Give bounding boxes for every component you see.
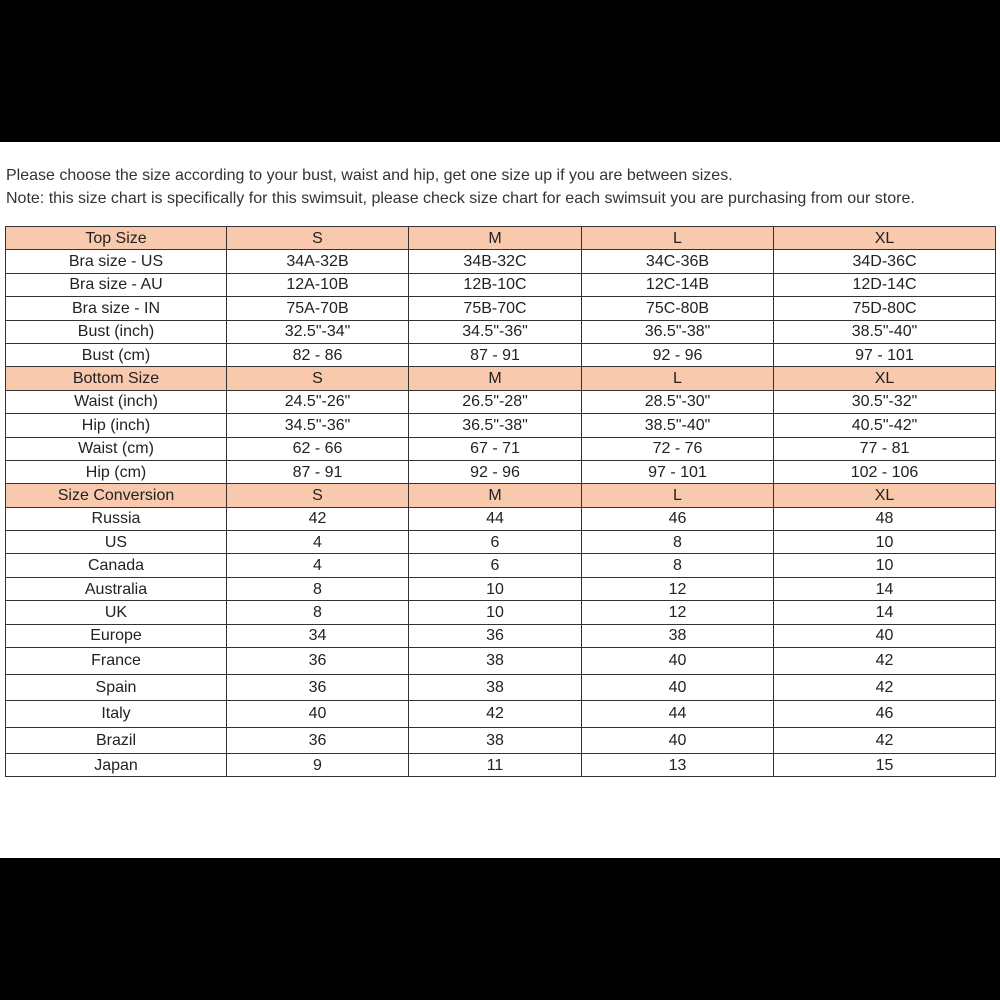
size-cell: 13 (582, 754, 774, 777)
table-row (6, 437, 996, 460)
size-column-header: L (582, 484, 774, 507)
size-cell: 42 (774, 674, 996, 701)
section-header-label: Top Size (6, 227, 227, 250)
size-column-header: M (409, 484, 582, 507)
size-cell: 42 (774, 727, 996, 754)
size-cell: 8 (582, 531, 774, 554)
row-label: Russia (6, 507, 227, 530)
size-cell: 34 (227, 624, 409, 647)
row-label: Bust (inch) (6, 320, 227, 343)
size-cell: 40 (774, 624, 996, 647)
table-row (6, 414, 996, 437)
table-row (6, 343, 996, 366)
size-cell: 38.5"-40" (774, 320, 996, 343)
section-header-row (6, 227, 996, 250)
row-label: Spain (6, 674, 227, 701)
size-cell: 87 - 91 (409, 343, 582, 366)
size-cell: 28.5"-30" (582, 390, 774, 413)
size-cell: 75D-80C (774, 297, 996, 320)
section-header-row (6, 484, 996, 507)
row-label: France (6, 648, 227, 675)
size-column-header: XL (774, 367, 996, 390)
size-column-header: L (582, 367, 774, 390)
section-header-label: Bottom Size (6, 367, 227, 390)
size-cell: 12C-14B (582, 273, 774, 296)
size-column-header: S (227, 367, 409, 390)
row-label: US (6, 531, 227, 554)
size-cell: 15 (774, 754, 996, 777)
table-row (6, 273, 996, 296)
size-cell: 12 (582, 577, 774, 600)
size-cell: 92 - 96 (582, 343, 774, 366)
row-label: Europe (6, 624, 227, 647)
size-cell: 11 (409, 754, 582, 777)
table-row (6, 250, 996, 273)
table-row (6, 297, 996, 320)
table-row (6, 320, 996, 343)
size-cell: 34A-32B (227, 250, 409, 273)
size-cell: 75B-70C (409, 297, 582, 320)
size-cell: 75C-80B (582, 297, 774, 320)
table-row (6, 390, 996, 413)
row-label: Australia (6, 577, 227, 600)
size-column-header: L (582, 227, 774, 250)
row-label: Japan (6, 754, 227, 777)
row-label: Brazil (6, 727, 227, 754)
size-chart-panel (0, 142, 1000, 858)
table-row (6, 624, 996, 647)
size-cell: 102 - 106 (774, 460, 996, 483)
instruction-line-1: Please choose the size according to your bust, waist and hip, get one size up if you are between sizes. (6, 167, 733, 184)
table-row (6, 754, 996, 777)
size-cell: 30.5"-32" (774, 390, 996, 413)
size-cell: 10 (409, 601, 582, 624)
size-column-header: XL (774, 227, 996, 250)
size-cell: 40 (582, 674, 774, 701)
size-cell: 4 (227, 554, 409, 577)
size-cell: 8 (227, 577, 409, 600)
table-row (6, 648, 996, 675)
size-cell: 10 (774, 531, 996, 554)
size-chart-table (5, 226, 996, 777)
size-cell: 87 - 91 (227, 460, 409, 483)
size-column-header: XL (774, 484, 996, 507)
size-cell: 36 (409, 624, 582, 647)
size-cell: 97 - 101 (582, 460, 774, 483)
size-cell: 42 (774, 648, 996, 675)
size-cell: 26.5"-28" (409, 390, 582, 413)
row-label: Bra size - AU (6, 273, 227, 296)
size-cell: 38 (409, 648, 582, 675)
size-cell: 12 (582, 601, 774, 624)
size-cell: 92 - 96 (409, 460, 582, 483)
row-label: Hip (cm) (6, 460, 227, 483)
size-chart-body (6, 227, 996, 777)
table-row (6, 507, 996, 530)
size-cell: 62 - 66 (227, 437, 409, 460)
row-label: Italy (6, 701, 227, 728)
size-cell: 34.5"-36" (409, 320, 582, 343)
table-row (6, 577, 996, 600)
table-row (6, 554, 996, 577)
size-cell: 38 (409, 674, 582, 701)
row-label: Canada (6, 554, 227, 577)
size-cell: 40 (582, 727, 774, 754)
size-cell: 6 (409, 531, 582, 554)
row-label: Hip (inch) (6, 414, 227, 437)
size-cell: 44 (409, 507, 582, 530)
row-label: UK (6, 601, 227, 624)
size-cell: 12B-10C (409, 273, 582, 296)
table-row (6, 460, 996, 483)
size-cell: 67 - 71 (409, 437, 582, 460)
size-cell: 36 (227, 727, 409, 754)
size-cell: 40 (582, 648, 774, 675)
section-header-label: Size Conversion (6, 484, 227, 507)
section-header-row (6, 367, 996, 390)
row-label: Bra size - IN (6, 297, 227, 320)
size-cell: 46 (582, 507, 774, 530)
instruction-line-2: Note: this size chart is specifically for this swimsuit, please check size chart for each swimsuit you are purchasing from our store. (6, 190, 915, 207)
size-cell: 34.5"-36" (227, 414, 409, 437)
size-cell: 77 - 81 (774, 437, 996, 460)
size-cell: 34D-36C (774, 250, 996, 273)
size-cell: 36.5"-38" (409, 414, 582, 437)
size-column-header: M (409, 227, 582, 250)
size-cell: 42 (409, 701, 582, 728)
size-cell: 9 (227, 754, 409, 777)
size-cell: 42 (227, 507, 409, 530)
table-row (6, 674, 996, 701)
row-label: Waist (cm) (6, 437, 227, 460)
table-row (6, 727, 996, 754)
size-cell: 97 - 101 (774, 343, 996, 366)
size-cell: 38.5"-40" (582, 414, 774, 437)
size-cell: 32.5"-34" (227, 320, 409, 343)
instructions (6, 164, 915, 210)
size-cell: 40 (227, 701, 409, 728)
size-cell: 6 (409, 554, 582, 577)
size-cell: 48 (774, 507, 996, 530)
size-cell: 8 (227, 601, 409, 624)
size-cell: 14 (774, 577, 996, 600)
size-cell: 12A-10B (227, 273, 409, 296)
row-label: Waist (inch) (6, 390, 227, 413)
size-cell: 8 (582, 554, 774, 577)
size-cell: 82 - 86 (227, 343, 409, 366)
row-label: Bra size - US (6, 250, 227, 273)
size-cell: 4 (227, 531, 409, 554)
row-label: Bust (cm) (6, 343, 227, 366)
size-cell: 44 (582, 701, 774, 728)
size-cell: 75A-70B (227, 297, 409, 320)
table-row (6, 701, 996, 728)
size-cell: 46 (774, 701, 996, 728)
size-column-header: S (227, 227, 409, 250)
table-row (6, 531, 996, 554)
size-cell: 34B-32C (409, 250, 582, 273)
size-cell: 10 (774, 554, 996, 577)
size-column-header: M (409, 367, 582, 390)
size-cell: 34C-36B (582, 250, 774, 273)
size-cell: 36 (227, 674, 409, 701)
size-cell: 40.5"-42" (774, 414, 996, 437)
size-cell: 38 (582, 624, 774, 647)
size-cell: 24.5"-26" (227, 390, 409, 413)
size-cell: 14 (774, 601, 996, 624)
size-cell: 36.5"-38" (582, 320, 774, 343)
table-row (6, 601, 996, 624)
size-cell: 10 (409, 577, 582, 600)
size-cell: 38 (409, 727, 582, 754)
size-cell: 12D-14C (774, 273, 996, 296)
size-column-header: S (227, 484, 409, 507)
size-cell: 72 - 76 (582, 437, 774, 460)
size-cell: 36 (227, 648, 409, 675)
